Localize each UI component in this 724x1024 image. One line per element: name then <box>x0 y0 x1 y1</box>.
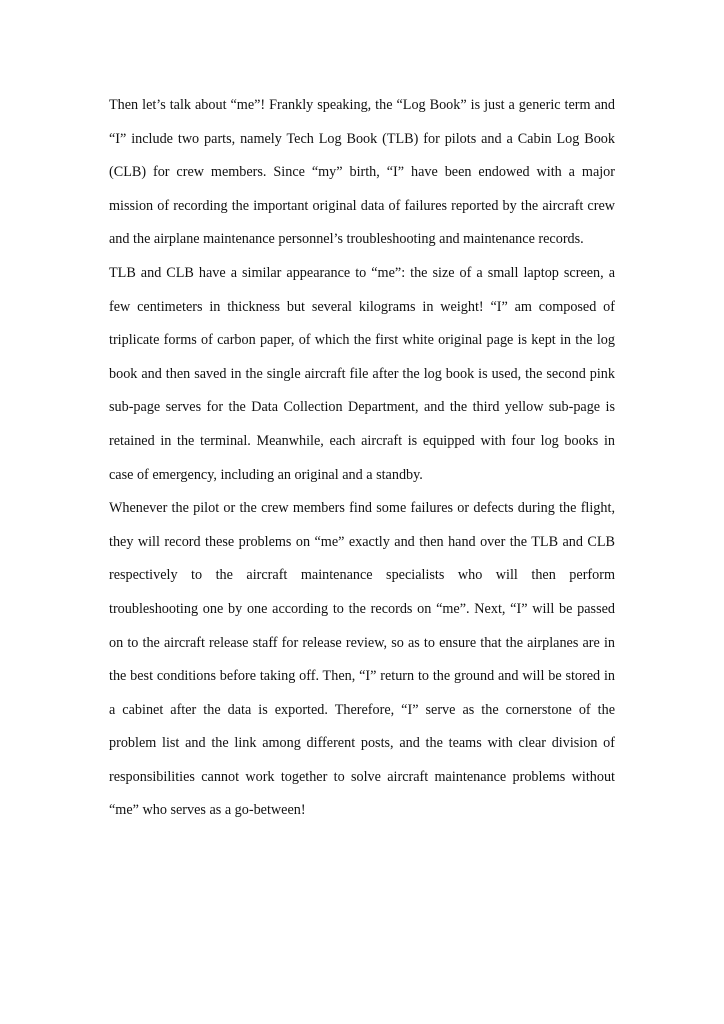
paragraph-log-book-intro: Then let’s talk about “me”! Frankly speaking, the “Log Book” is just a generic term and “I” include two parts, namely Tech Log Book (TLB) for pilots and a Cabin Log Book (CLB) for crew members. Since “my” birth, “I” have been endowed with a major mission of recording the important original data of failures reported by the aircraft crew and the airplane maintenance personnel’s troubleshooting and maintenance records. <box>109 97 615 248</box>
paragraph-failure-recording: Whenever the pilot or the crew members find some failures or defects during the flight, they will record these problems on “me” exactly and then hand over the TLB and CLB respectively to the aircraft maintenance specialists who will then perform troubleshooting one by one according to the records on “me”. Next, “I” will be passed on to the aircraft release staff for release review, so as to ensure that the airplanes are in the best conditions before taking off. Then, “I” return to the ground and will be stored in a cabinet after the data is exported. Therefore, “I” serve as the cornerstone of the problem list and the link among different posts, and the teams with clear division of responsibilities cannot work together to solve aircraft maintenance problems without “me” who serves as a go-between! <box>109 500 615 819</box>
paragraph-tlb-clb-appearance: TLB and CLB have a similar appearance to “me”: the size of a small laptop screen, a few centimeters in thickness but several kilograms in weight! “I” am composed of triplicate forms of carbon paper, of which the first white original page is kept in the log book and then saved in the single aircraft file after the log book is used, the second pink sub-page serves for the Data Collection Department, and the third yellow sub-page is retained in the terminal. Meanwhile, each aircraft is equipped with four log books in case of emergency, including an original and a standby. <box>109 264 615 483</box>
document-body <box>109 89 615 828</box>
